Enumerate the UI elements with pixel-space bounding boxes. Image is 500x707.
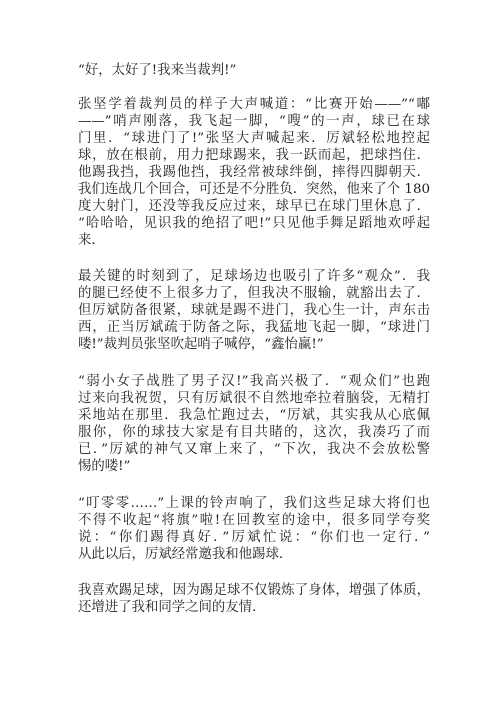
text-line: “哈哈哈，见识我的绝招了吧!”只见他手舞足蹈地欢呼起 [78, 216, 430, 231]
text-line: 采地站在那里．我急忙跑过去，“厉斌，其实我从心底佩 [78, 408, 430, 423]
text-line: 最关键的时刻到了，足球场边也吸引了许多“观众”．我 [78, 269, 430, 284]
text-line: 度大射门，还没等我反应过来，球早已在球门里休息了． [78, 199, 430, 214]
text-line: “叮零零……”上课的铃声响了，我们这些足球大将们也 [78, 496, 430, 511]
text-line: 喽!”裁判员张坚吹起哨子喊停，“鑫怡赢!” [78, 337, 324, 352]
paragraph-2 [78, 96, 430, 249]
paragraph-4 [78, 373, 430, 475]
text-line: 过来向我祝贺，只有厉斌很不自然地牵拉着脑袋，无精打 [78, 391, 430, 406]
paragraph-5 [78, 495, 430, 563]
text-line: 西，正当厉斌疏于防备之际，我猛地飞起一脚，“球进门 [78, 320, 430, 335]
text-line: “弱小女子战胜了男子汉!”我高兴极了．“观众们”也跑 [78, 374, 430, 389]
paragraph-6 [78, 582, 430, 616]
text-line: 还增进了我和同学之间的友情． [78, 600, 266, 615]
text-line: “好，太好了!我来当裁判!” [78, 63, 237, 78]
text-line: 的腿已经使不上很多力了，但我决不服输，就豁出去了． [78, 286, 430, 301]
paragraph-1 [78, 62, 430, 79]
text-line: 他踢我挡，我踢他挡，我经常被球绊倒，摔得四脚朝天． [78, 165, 430, 180]
text-line: 从此以后，厉斌经常邀我和他踢球． [78, 547, 293, 562]
text-line: 我们连战几个回合，可还是不分胜负．突然，他来了个 180 [78, 182, 430, 197]
text-line: 我喜欢踢足球，因为踢足球不仅锻炼了身体，增强了体质， [78, 583, 430, 598]
text-line: 但厉斌防备很紧，球就是踢不进门，我心生一计，声东击 [78, 303, 430, 318]
text-line: 说：“你们踢得真好．”厉斌忙说：“你们也一定行．” [78, 530, 430, 545]
text-line: ——”哨声刚落，我飞起一脚，“嗖”的一声，球已在球 [78, 114, 430, 129]
text-line: 惕的喽!” [78, 459, 131, 474]
text-line: 门里．“球进门了!”张坚大声喊起来．厉斌轻松地控起 [78, 131, 430, 146]
text-line: 来． [78, 233, 105, 248]
paragraph-3 [78, 268, 430, 353]
text-line: 张坚学着裁判员的样子大声喊道：“比赛开始——”“嘟 [78, 97, 430, 112]
text-line: 球，放在根前，用力把球踢来，我一跃而起，把球挡住． [78, 148, 430, 163]
text-line: 已．”厉斌的神气又窜上来了，“下次，我决不会放松警 [78, 442, 430, 457]
text-line: 不得不收起“将旗”啦!在回教室的途中，很多同学夸奖 [78, 513, 430, 528]
text-line: 服你，你的球技大家是有目共睹的，这次，我凑巧了而 [78, 425, 430, 440]
